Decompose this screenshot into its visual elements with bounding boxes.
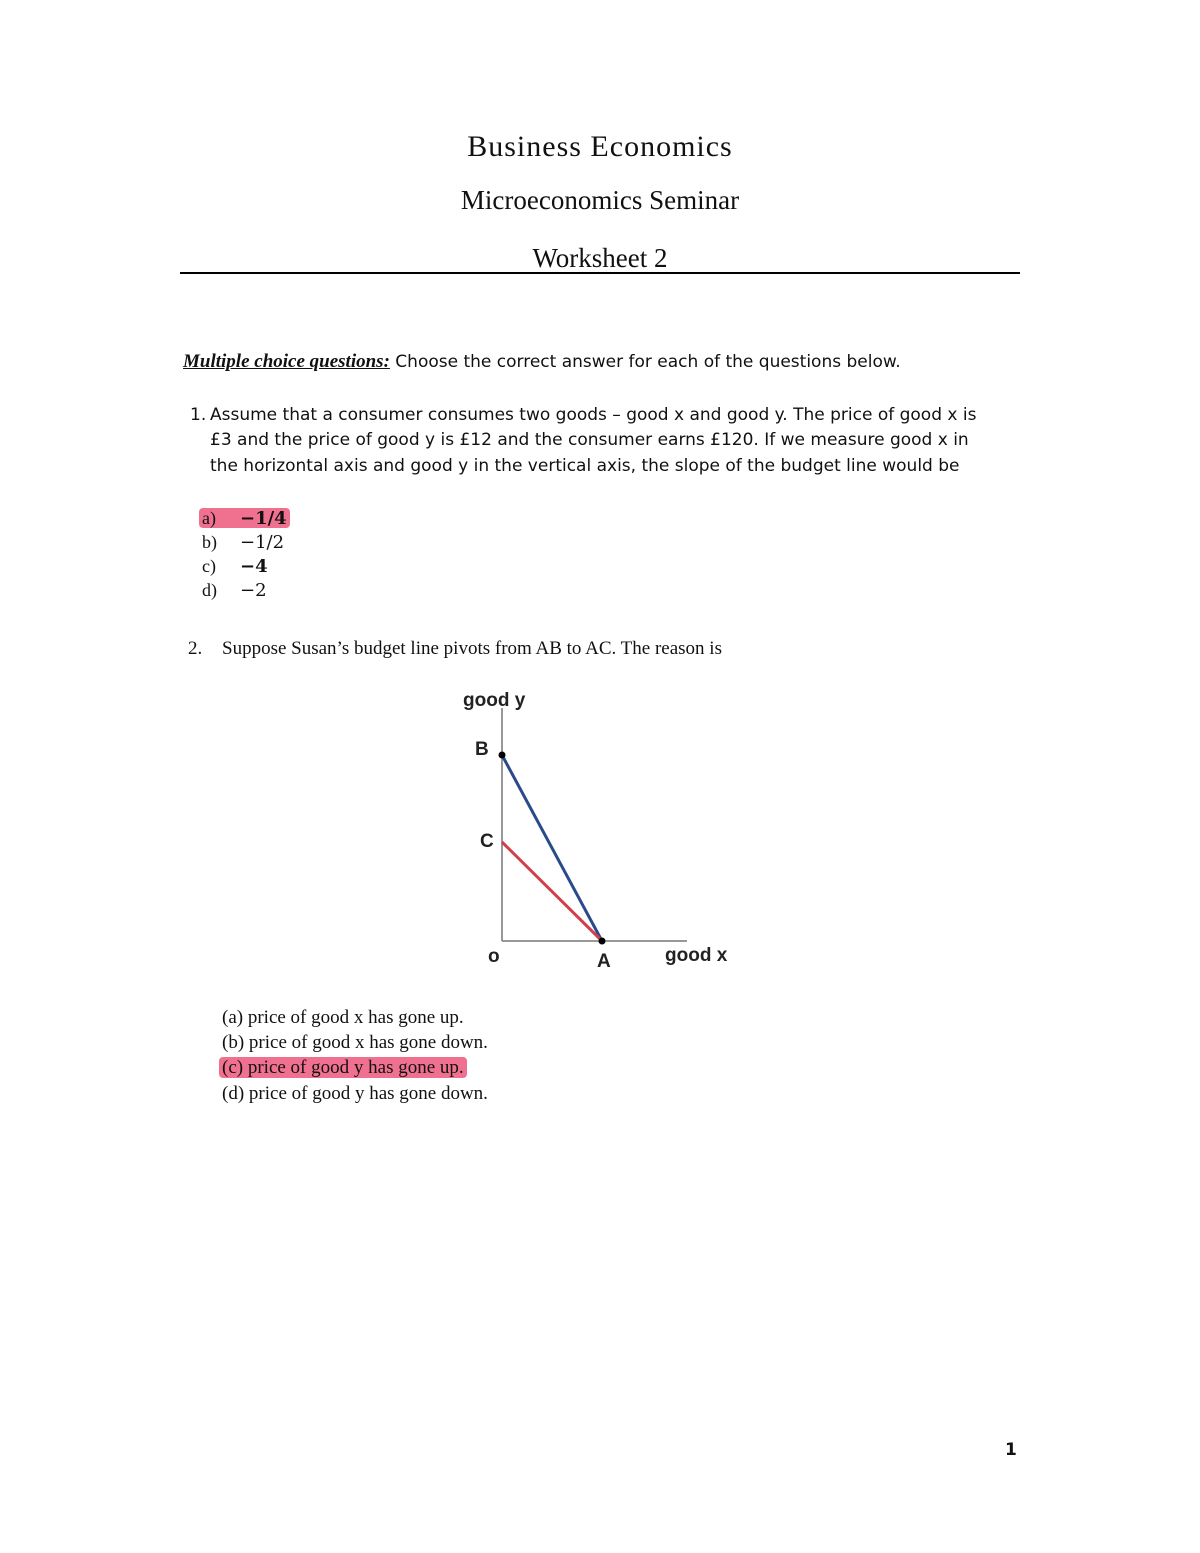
- budget-line-diagram: [450, 680, 750, 980]
- mcq-label: Multiple choice questions:: [183, 351, 390, 372]
- seminar-title: Microeconomics Seminar: [460, 185, 740, 215]
- q1-line-2: £3 and the price of good y is £12 and the consumer earns £120. If we measure good x in: [210, 430, 969, 450]
- mcq-instruction: Choose the correct answer for each of the questions below.: [389, 352, 901, 372]
- q1-option-value: −2: [240, 580, 267, 601]
- q1-option-b[interactable]: [202, 532, 284, 553]
- q1-line-1: Assume that a consumer consumes two goods – good x and good y. The price of good x is: [210, 405, 977, 425]
- q2-number: 2.: [188, 638, 203, 659]
- x-axis-label: good x: [665, 945, 728, 966]
- point-A-label: A: [597, 951, 611, 972]
- q2-option-a[interactable]: (a) price of good x has gone up.: [222, 1007, 464, 1028]
- y-axis-label: good y: [463, 690, 526, 711]
- budget-line-AC: [502, 842, 602, 941]
- q2-option-b[interactable]: (b) price of good x has gone down.: [222, 1032, 488, 1053]
- q1-option-label: a): [202, 508, 216, 528]
- origin-label: o: [488, 946, 500, 967]
- q2-option-d[interactable]: (d) price of good y has gone down.: [222, 1083, 488, 1104]
- q1-option-label: c): [202, 556, 216, 576]
- point-A: [599, 938, 606, 945]
- q2-text: Suppose Susan’s budget line pivots from AB to AC. The reason is: [222, 638, 722, 659]
- q1-option-value: −4: [240, 556, 268, 577]
- q1-number: 1.: [190, 405, 207, 425]
- course-title: Business Economics: [467, 130, 733, 163]
- q1-option-a[interactable]: [202, 508, 290, 529]
- q1-option-a-highlight: [199, 508, 290, 528]
- instructions: [183, 351, 901, 373]
- worksheet-title: Worksheet 2: [532, 243, 668, 273]
- q1-option-value: −1/4: [240, 508, 287, 529]
- budget-line-AB: [502, 755, 602, 941]
- point-B-label: B: [475, 739, 489, 760]
- q1-option-d[interactable]: [202, 580, 267, 601]
- q1-option-label: b): [202, 532, 217, 552]
- q2-option-c[interactable]: [222, 1057, 467, 1079]
- q1-line-3: the horizontal axis and good y in the vertical axis, the slope of the budget line would be: [210, 456, 960, 476]
- q2-option-c-highlight: (c) price of good y has gone up.: [219, 1057, 467, 1078]
- point-C-label: C: [480, 831, 494, 852]
- q1-option-label: d): [202, 580, 217, 600]
- q1-option-value: −1/2: [240, 532, 285, 553]
- page-number: 1: [1005, 1440, 1017, 1460]
- q1-option-c[interactable]: [202, 556, 268, 577]
- point-B: [499, 752, 506, 759]
- title-rule: [180, 272, 1020, 274]
